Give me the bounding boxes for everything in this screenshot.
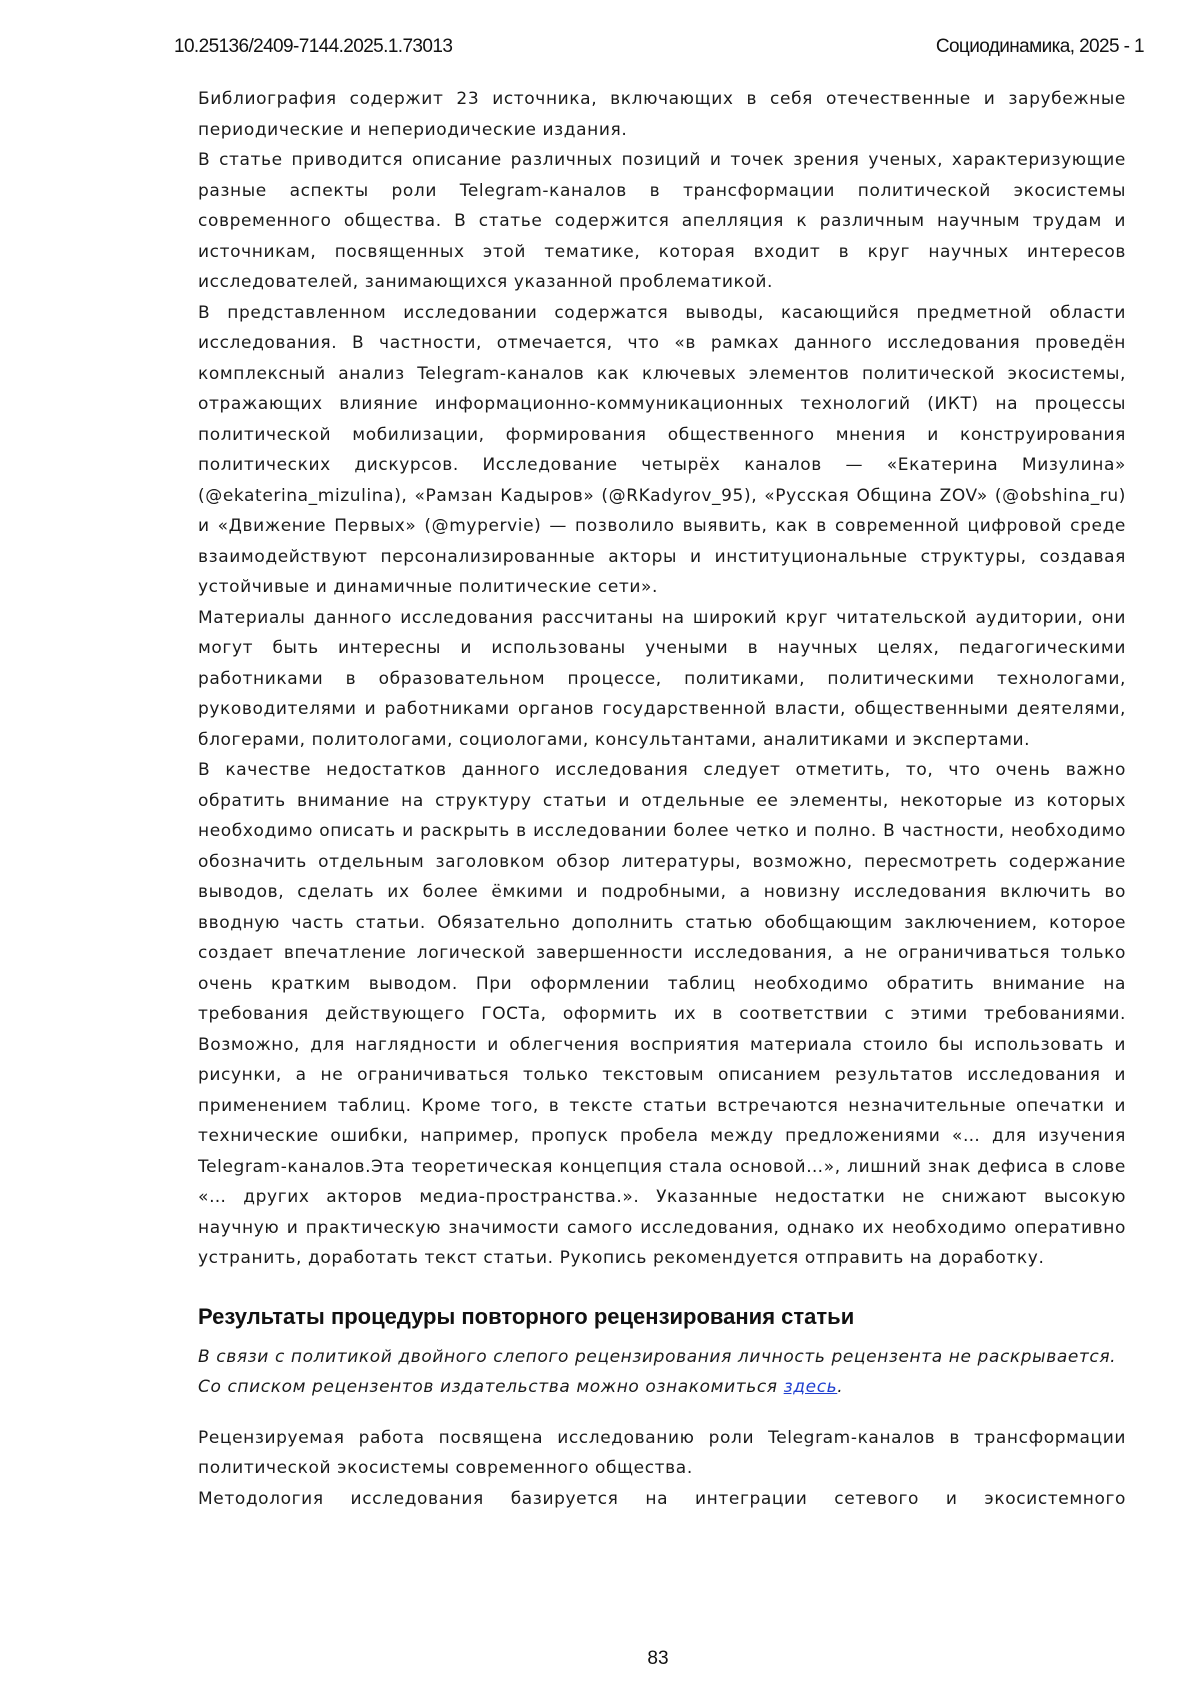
spacer [198,1403,1126,1423]
journal-issue-label: Социодинамика, 2025 - 1 [936,36,1144,58]
reviewers-notice-period: . [837,1377,843,1397]
article-body [198,84,1126,1514]
page-number: 83 [0,1648,1200,1670]
reviewers-list-notice [198,1372,1126,1403]
paragraph-review-topic: Рецензируемая работа посвящена исследованию роли Telegram-каналов в трансформации политической экосистемы современного общества. [198,1423,1126,1484]
review-notice [198,1342,1126,1403]
paragraph-methodology: Методология исследования базируется на интеграции сетевого и экосистемного [198,1484,1126,1515]
page-header [174,36,1144,60]
paragraph-positions: В статье приводится описание различных позиций и точек зрения ученых, характеризующие разные аспекты роли Telegram-каналов в трансформации политической экосистемы современного общества. В статье содержится апелляция к различным научным трудам и источникам, посвященных этой тематике, которая входит в круг научных интересов исследователей, занимающихся указанной проблематикой. [198,145,1126,298]
reviewers-notice-text: Со списком рецензентов издательства можно ознакомиться [198,1377,784,1397]
blind-review-notice: В связи с политикой двойного слепого рецензирования личность рецензента не раскрывается. [198,1342,1126,1373]
paragraph-audience: Материалы данного исследования рассчитаны на широкий круг читательской аудитории, они могут быть интересны и использованы учеными в научных целях, педагогическими работниками в образовательном процессе, политиками, политическими технологами, руководителями и работниками органов государственной власти, общественными деятелями, блогерами, политологами, социологами, консультантами, аналитиками и экспертами. [198,603,1126,756]
doi-label: 10.25136/2409-7144.2025.1.73013 [174,36,452,58]
paragraph-bibliography: Библиография содержит 23 источника, включающих в себя отечественные и зарубежные периодические и непериодические издания. [198,84,1126,145]
paragraph-shortcomings: В качестве недостатков данного исследования следует отметить, то, что очень важно обратить внимание на структуру статьи и отдельные ее элементы, некоторые из которых необходимо описать и раскрыть в исследовании более четко и полно. В частности, необходимо обозначить отдельным заголовком обзор литературы, возможно, пересмотреть содержание выводов, сделать их более ёмкими и подробными, а новизну исследования включить во вводную часть статьи. Обязательно дополнить статью обобщающим заключением, которое создает впечатление логической завершенности исследования, а не ограничиваться только очень кратким выводом. При оформлении таблиц необходимо обратить внимание на требования действующего ГОСТа, оформить их в соответствии с этими требованиями. Возможно, для наглядности и облегчения восприятия материала стоило бы использовать и рисунки, а не ограничиваться только текстовым описанием результатов исследования и применением таблиц. Кроме того, в тексте статьи встречаются незначительные опечатки и технические ошибки, например, пропуск пробела между предложениями «… для изучения Telegram-каналов.Эта теоретическая концепция стала основой…», лишний знак дефиса в слове «… других акторов медиа-пространства.». Указанные недостатки не снижают высокую научную и практическую значимости самого исследования, однако их необходимо оперативно устранить, доработать текст статьи. Рукопись рекомендуется отправить на доработку. [198,755,1126,1274]
reviewers-list-link[interactable]: здесь [784,1377,838,1397]
section-title: Результаты процедуры повторного рецензирования статьи [198,1302,1126,1332]
paragraph-conclusions: В представленном исследовании содержатся выводы, касающийся предметной области исследования. В частности, отмечается, что «в рамках данного исследования проведён комплексный анализ Telegram-каналов как ключевых элементов политической экосистемы, отражающих влияние информационно-коммуникационных технологий (ИКТ) на процессы политической мобилизации, формирования общественного мнения и конструирования политических дискурсов. Исследование четырёх каналов — «Екатерина Мизулина» (@ekaterina_mizulina), «Рамзан Кадыров» (@RKadyrov_95), «Русская Община ZOV» (@obshina_ru) и «Движение Первых» (@mypervie) — позволило выявить, как в современной цифровой среде взаимодействуют персонализированные акторы и институциональные структуры, создавая устойчивые и динамичные политические сети». [198,298,1126,603]
